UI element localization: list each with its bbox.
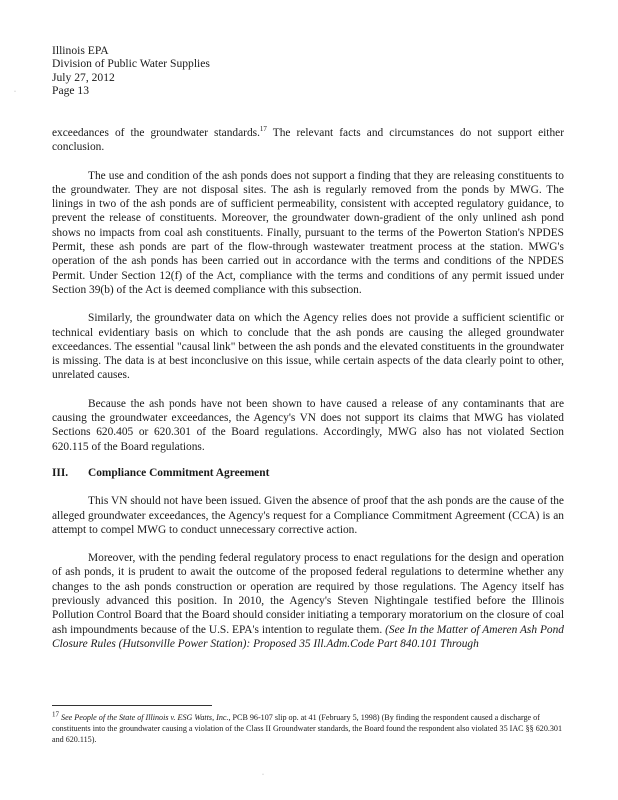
letter-header — [52, 44, 210, 98]
section-number: III. — [52, 466, 69, 479]
paragraph-ash-pond-condition: The use and condition of the ash ponds does not support a finding that they are releasing constituents to the groundwater. They are not disposal sites. The ash is regularly removed from the ponds by MWG. The linings in two of the ash ponds are of sufficient permeability, consistent with accepted regulatory guidance, to prevent the release of constituents. Moreover, the groundwater down-gradient of the only unlined ash pond shows no impacts from coal ash constituents. Finally, pursuant to the terms of the Powerton Station's NPDES Permit, these ash ponds are part of the flow-through wastewater treatment process at the station. MWG's operation of the ash ponds has been carried out in accordance with the terms and conditions of the NPDES Permit. Under Section 12(f) of the Act, compliance with the terms and conditions of any permit issued under Section 39(b) of the Act is deemed compliance with this subsection. — [52, 169, 564, 296]
section-title: Compliance Commitment Agreement — [88, 466, 270, 479]
footnote-body: , PCB 96-107 slip op. at 41 (February 5, 1998) (By finding the respondent caused a discharge of constituents into the groundwater causing a violation of the Class II Groundwater standards, the Board found the respondent also violated 35 IAC §§ 620.301 and 620.115). — [52, 713, 563, 744]
footnote-number: 17 — [52, 710, 59, 719]
header-date: July 27, 2012 — [52, 70, 115, 84]
paragraph-federal-regulation-text: Moreover, with the pending federal regulatory process to enact regulations for the design and operation of ash ponds, it is prudent to await the outcome of the proposed federal regulations to determine whether any changes to the ash ponds construction or operation are required by those regulations. The Agency itself has previously advanced this position. In 2010, the Agency's Steven Nightingale testified before the Illinois Pollution Control Board that the Board should consider initiating a temporary moratorium on the closure of coal ash impoundments because of the U.S. EPA's intention to regulate them. — [52, 552, 564, 636]
footnote-reference: 17 — [259, 125, 267, 134]
header-page-number: Page 13 — [52, 84, 90, 98]
scan-speck: · — [262, 772, 264, 778]
footnote — [52, 710, 564, 745]
footnote-text — [52, 710, 564, 745]
footnote-divider — [52, 705, 212, 706]
paragraph-federal-regulation — [52, 551, 564, 651]
footnote-case-name: See People of the State of Illinois v. ESG Watts, Inc. — [61, 713, 229, 722]
scan-speck: · — [14, 89, 16, 95]
case-citation: (See In the Matter of Ameren Ash Pond Closure Rules (Hutsonville Power Station): Proposed 35 Ill.Adm.Code Part 840.101 Through — [52, 623, 564, 650]
header-agency: Illinois EPA — [52, 44, 109, 57]
paragraph-no-violation: Because the ash ponds have not been shown to have caused a release of any contaminants that are causing the groundwater exceedances, the Agency's VN does not support its claims that MWG has violated Sections 620.405 or 620.301 of the Board regulations. Accordingly, MWG also has not violated Section 620.115 of the Board regulations. — [52, 397, 564, 453]
paragraph-vn-not-issued: This VN should not have been issued. Given the absence of proof that the ash ponds are the cause of the alleged groundwater exceedances, the Agency's request for a Compliance Commitment Agreement (CCA) is an attempt to compel MWG to conduct unnecessary corrective action. — [52, 495, 564, 536]
letter-body — [52, 126, 564, 651]
section-heading — [52, 466, 564, 480]
paragraph-continuation-text: exceedances of the groundwater standards. — [52, 127, 260, 139]
paragraph-continuation-tail: The relevant facts and circumstances do not support either conclusion. — [52, 127, 564, 154]
header-division: Division of Public Water Supplies — [52, 57, 210, 71]
paragraph-continuation — [52, 126, 564, 155]
paragraph-groundwater-data: Similarly, the groundwater data on which the Agency relies does not provide a sufficient scientific or technical evidentiary basis on which to conclude that the ash ponds are causing the alleged groundwater exceedances. The essential "causal link" between the ash ponds and the elevated constituents in the groundwater is missing. The data is at best inconclusive on this issue, while certain aspects of the data clearly point to other, unrelated causes. — [52, 312, 564, 382]
